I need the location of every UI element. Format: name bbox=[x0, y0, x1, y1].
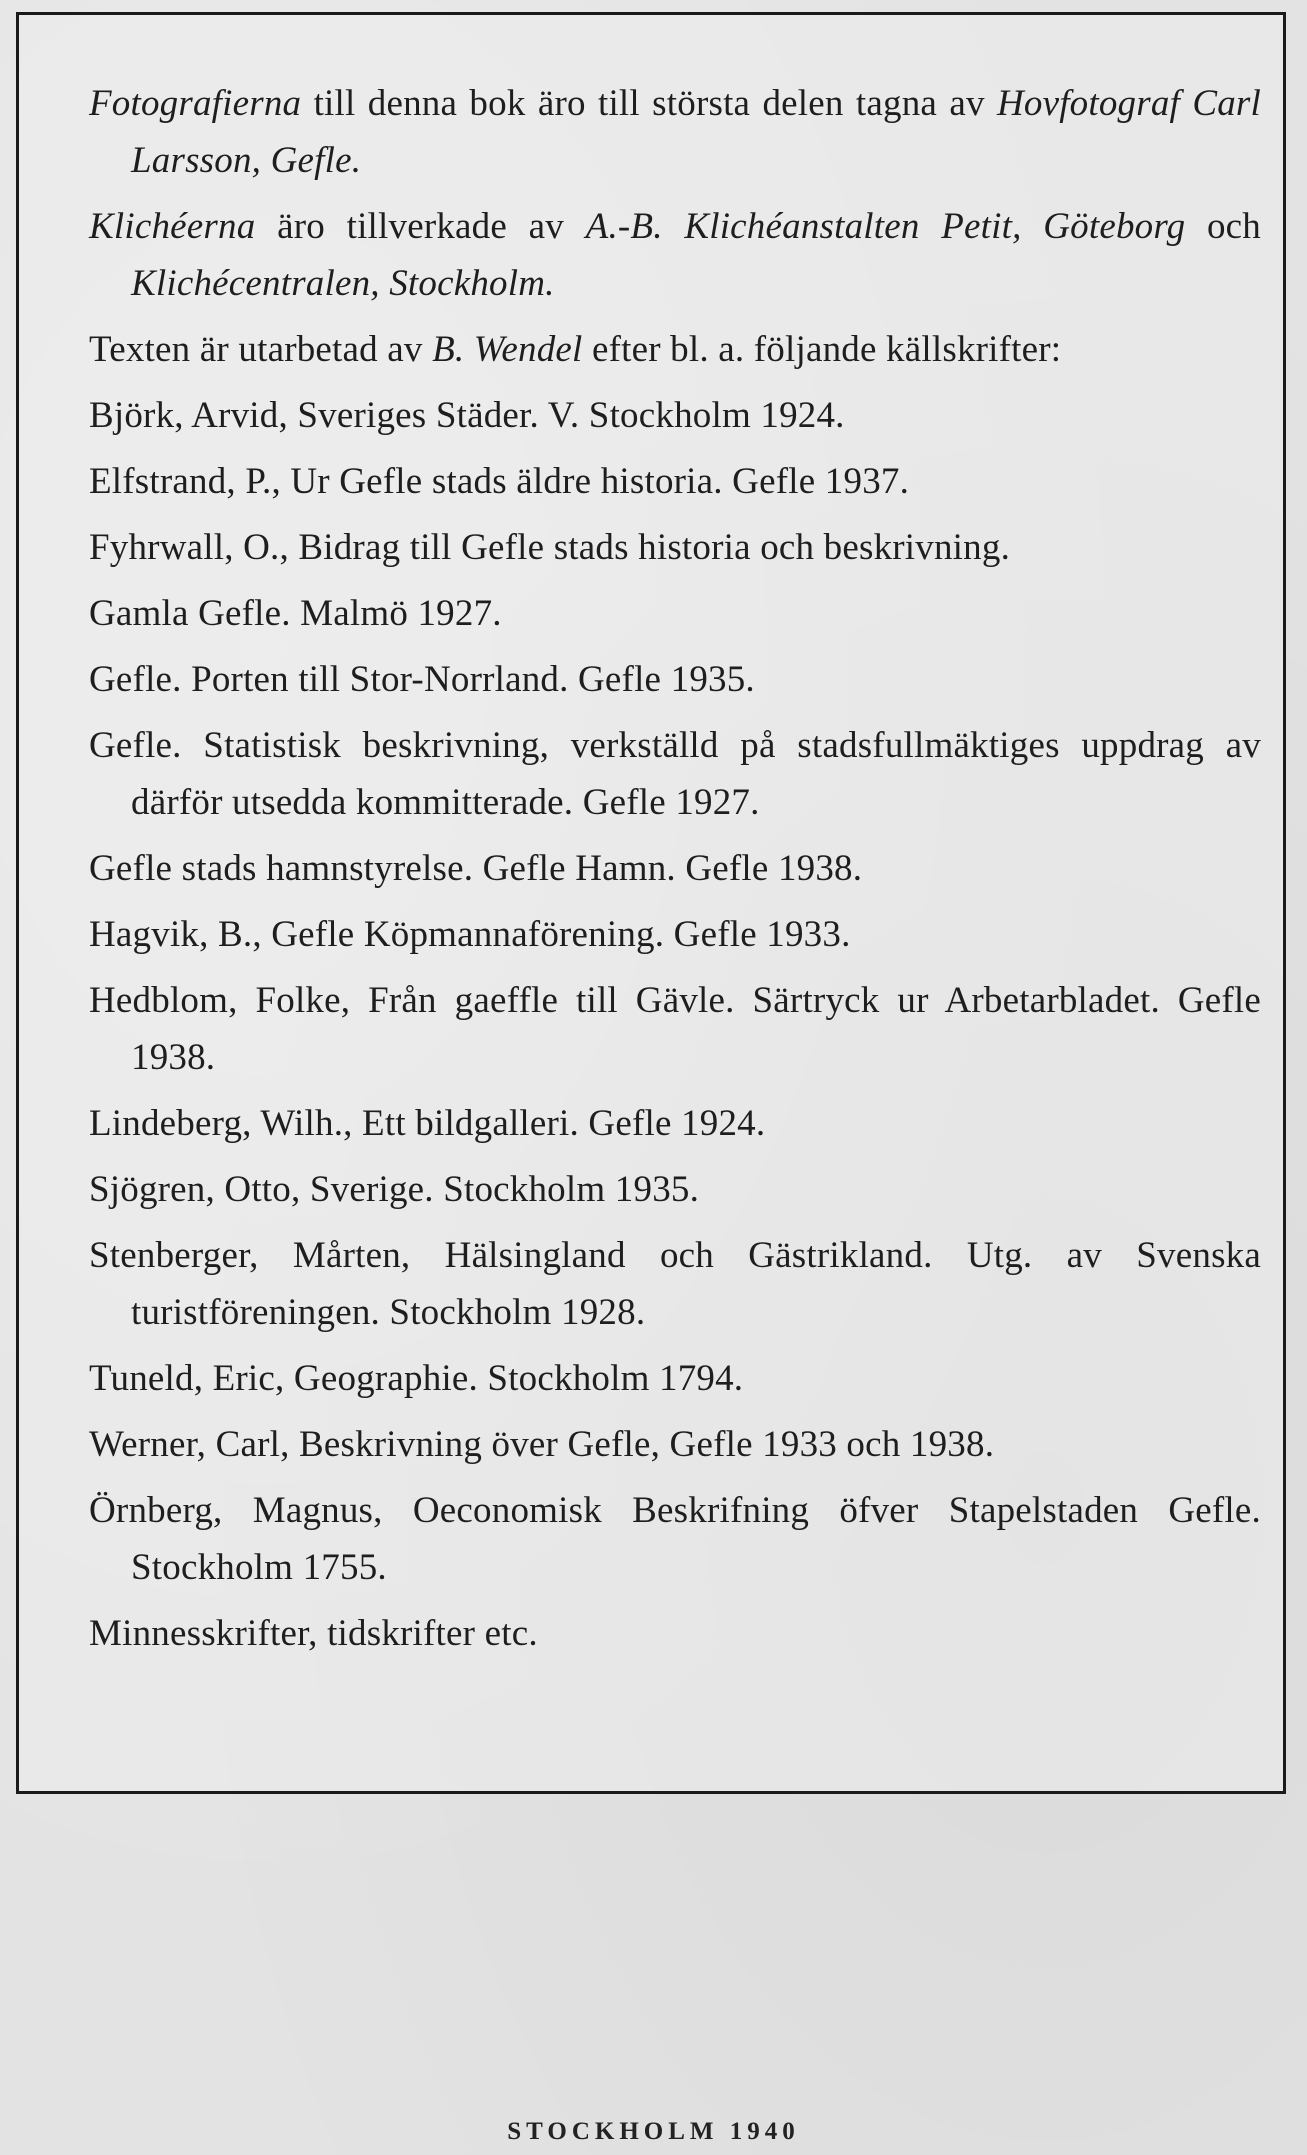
block-credit-lead: Klichéerna bbox=[89, 206, 256, 247]
block-credit bbox=[89, 198, 1261, 312]
block-credit-conjunction: och bbox=[1185, 206, 1261, 247]
source-item: Sjögren, Otto, Sverige. Stockholm 1935. bbox=[89, 1169, 700, 1210]
source-item: Gefle. Porten till Stor-Norrland. Gefle 1935. bbox=[89, 659, 755, 700]
photographer-name: Hovfotograf Carl Larsson, Gefle. bbox=[131, 83, 1261, 181]
photo-credit-lead: Fotografierna bbox=[89, 83, 302, 124]
author-name: B. Wendel bbox=[432, 329, 583, 370]
credits-frame bbox=[16, 12, 1286, 1794]
text-credit-tail: efter bl. a. följande källskrifter: bbox=[582, 329, 1062, 370]
source-item: Werner, Carl, Beskrivning över Gefle, Gefle 1933 och 1938. bbox=[89, 1424, 995, 1465]
imprint: STOCKHOLM 1940 bbox=[507, 2118, 800, 2145]
source-list bbox=[89, 387, 1261, 1662]
source-item: Lindeberg, Wilh., Ett bildgalleri. Gefle 1924. bbox=[89, 1103, 766, 1144]
source-item: Gamla Gefle. Malmö 1927. bbox=[89, 593, 502, 634]
text-credit-lead: Texten är utarbetad av bbox=[89, 329, 433, 370]
source-item: Hedblom, Folke, Från gaeffle till Gävle. Särtryck ur Arbetarbladet. Gefle 1938. bbox=[89, 980, 1261, 1078]
source-item: Minnesskrifter, tidskrifter etc. bbox=[89, 1613, 538, 1654]
source-item: Örnberg, Magnus, Oeconomisk Beskrifning öfver Stapelstaden Gefle. Stockholm 1755. bbox=[89, 1490, 1261, 1588]
source-item: Tuneld, Eric, Geographie. Stockholm 1794. bbox=[89, 1358, 744, 1399]
source-item: Stenberger, Mårten, Hälsingland och Gästrikland. Utg. av Svenska turistföreningen. Stockholm 1928. bbox=[89, 1235, 1261, 1333]
text-credit bbox=[89, 321, 1261, 378]
photo-credit bbox=[89, 75, 1261, 189]
source-item: Hagvik, B., Gefle Köpmannaförening. Gefle 1933. bbox=[89, 914, 851, 955]
block-credit-text: äro tillverkade av bbox=[255, 206, 586, 247]
block-maker-klichecentralen: Klichécentralen, Stockholm. bbox=[131, 263, 555, 304]
block-maker-petit: A.-B. Klichéanstalten Petit, Göteborg bbox=[585, 206, 1186, 247]
credits-content bbox=[89, 75, 1261, 1671]
source-item: Fyhrwall, O., Bidrag till Gefle stads historia och beskrivning. bbox=[89, 527, 1011, 568]
source-item: Elfstrand, P., Ur Gefle stads äldre historia. Gefle 1937. bbox=[89, 461, 910, 502]
source-item: Gefle. Statistisk beskrivning, verkställd på stadsfullmäktiges uppdrag av därför utsedda kommitterade. Gefle 1927. bbox=[89, 725, 1261, 823]
source-item: Gefle stads hamnstyrelse. Gefle Hamn. Gefle 1938. bbox=[89, 848, 863, 889]
source-item: Björk, Arvid, Sveriges Städer. V. Stockholm 1924. bbox=[89, 395, 845, 436]
photo-credit-text: till denna bok äro till största delen tagna av bbox=[301, 83, 997, 124]
